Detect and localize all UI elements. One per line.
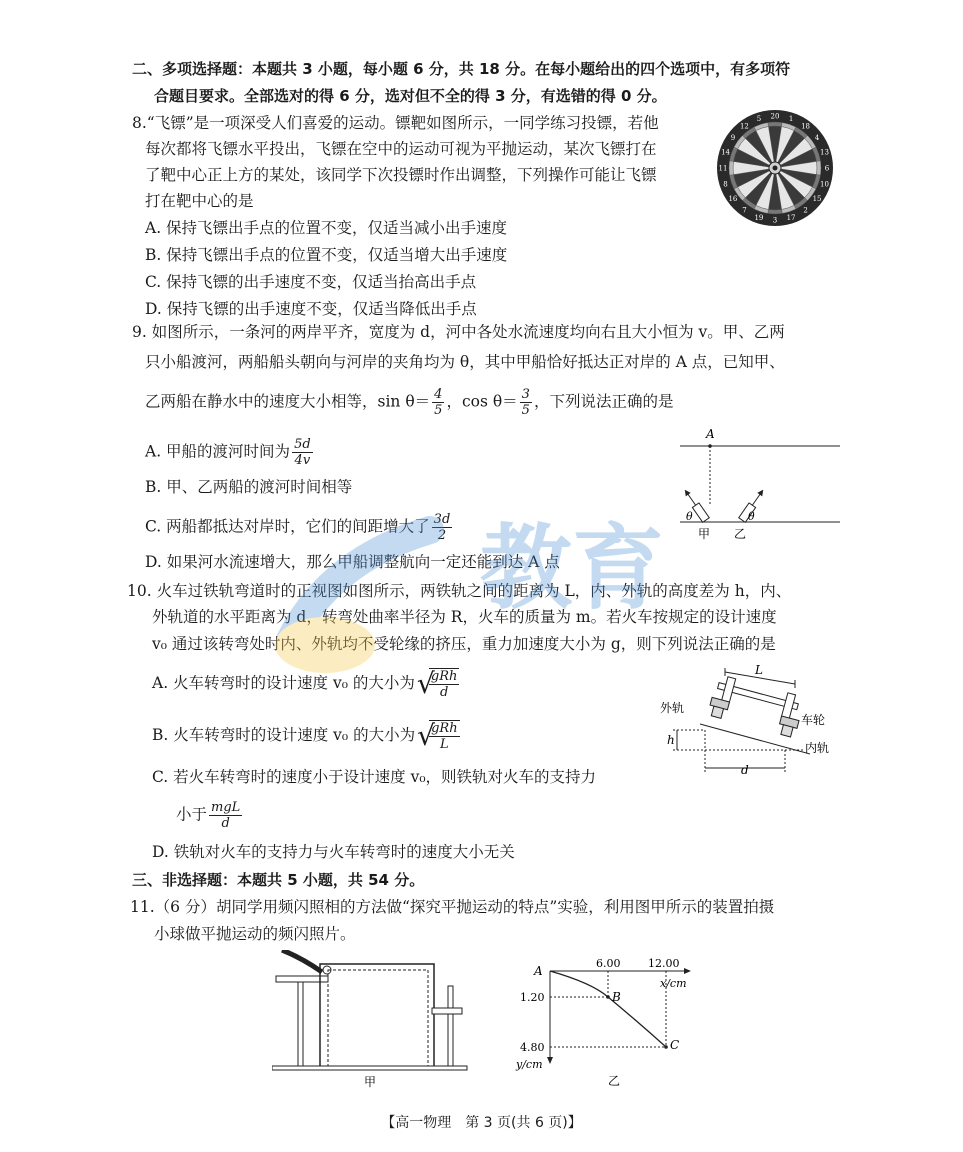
q10-option-d: D. 铁轨对火车的支持力与火车转弯时的速度大小无关: [152, 843, 515, 861]
fig-jia-label: 甲: [364, 1075, 377, 1089]
rail-d-label: d: [741, 763, 749, 777]
q10b-num: gRh: [431, 721, 458, 736]
dartboard-number: 8: [723, 180, 728, 189]
dartboard-double-ring: [768, 122, 782, 127]
graph-y-480: 4.80: [520, 1041, 545, 1054]
river-figure: [680, 424, 850, 544]
dartboard-double-ring: [768, 209, 782, 214]
q9c-den: 2: [437, 528, 447, 543]
cos-den: 5: [521, 403, 530, 418]
q10c-num: mgL: [211, 800, 241, 815]
q9-line3: [145, 387, 673, 418]
q8-option-b: B. 保持飞镖出手点的位置不变，仅适当增大出手速度: [145, 246, 508, 264]
q9-option-a-fraction: [292, 437, 313, 468]
dartboard-number: 1: [788, 115, 794, 124]
section2-heading-line2: 合题目要求。全部选对的得 6 分，选对但不全的得 3 分，有选错的得 0 分。: [154, 87, 667, 105]
q9-option-c-text: C. 两船都抵达对岸时，它们的间距增大了: [145, 517, 430, 536]
q10-option-b-text: B. 火车转弯时的设计速度 v₀ 的大小为: [152, 726, 416, 744]
q10-option-a: [152, 668, 459, 700]
cos-num: 3: [521, 387, 530, 402]
q9-option-a-text: A. 甲船的渡河时间为: [145, 442, 291, 461]
sin-theta-fraction: [432, 387, 444, 418]
q8-option-a: A. 保持飞镖出手点的位置不变，仅适当减小出手速度: [145, 219, 508, 237]
dartboard-number: 7: [742, 206, 747, 215]
q8-option-d: D. 保持飞镖的出手速度不变，仅适当降低出手点: [145, 300, 477, 318]
dartboard-number: 6: [824, 164, 830, 173]
q9-option-c-fraction: [432, 512, 453, 543]
dartboard-number: 17: [786, 213, 796, 222]
boat-yi-label: 乙: [734, 527, 747, 541]
q10a-den: d: [439, 685, 449, 700]
dartboard-number: 15: [812, 195, 822, 204]
sin-den: 5: [434, 403, 443, 418]
q11-line1: 11.（6 分）胡同学用频闪照相的方法做“探究平抛运动的特点”实验，利用图甲所示的装置拍摄: [130, 898, 775, 916]
page-footer: 【高一物理 第 3 页(共 6 页)】: [381, 1115, 582, 1131]
q9-line2: 只小船渡河，两船船头朝向与河岸的夹角均为 θ，其中甲船恰好抵达正对岸的 A 点，已知甲、: [145, 353, 785, 371]
q9-line1: 9. 如图所示，一条河的两岸平齐，宽度为 d，河中各处水流速度均向右且大小恒为 v。甲、乙两: [132, 323, 785, 341]
q8-line4: 打在靶中心的是: [145, 192, 254, 210]
q10-option-b-sqrt: √ $\frac{\text{gRh}}{L}$: [417, 719, 458, 752]
dartboard-number: 11: [718, 164, 728, 173]
q10c-den: d: [221, 816, 230, 831]
rail-L-label: L: [755, 663, 763, 677]
q10-option-a-text: A. 火车转弯时的设计速度 v₀ 的大小为: [152, 674, 415, 692]
apparatus-figure: [272, 950, 472, 1090]
q9c-num: 3d: [433, 512, 451, 527]
dartboard-number: 2: [803, 206, 808, 215]
q10-line1: 10. 火车过铁轨弯道时的正视图如图所示，两铁轨之间的距离为 L，内、外轨的高度差为 h，内、: [127, 582, 792, 600]
q10-option-c-line2: [176, 800, 244, 831]
graph-point-b: B: [612, 990, 621, 1004]
dartboard-number: 18: [801, 122, 811, 131]
q11-line2: 小球做平抛运动的频闪照片。: [154, 925, 356, 943]
watermark-text: 教育: [480, 514, 665, 622]
dartboard-number: 16: [728, 195, 738, 204]
dartboard-number: 9: [730, 133, 736, 142]
dartboard-number: 14: [721, 148, 731, 157]
q8-line1: 8.“飞镖”是一项深受人们喜爱的运动。镖靶如图所示，一同学练习投镖，若他: [132, 114, 659, 132]
q10-option-b: [152, 720, 460, 752]
dartboard-number: 4: [814, 133, 820, 142]
q9-line3-post: ，下列说法正确的是: [533, 392, 674, 411]
q9-line3-mid: ，cos θ＝: [446, 392, 518, 411]
graph-x-6: 6.00: [596, 957, 621, 970]
q9-option-a: [145, 437, 315, 468]
dartboard-double-ring: [816, 161, 821, 175]
q8-line2: 每次都将飞镖水平投出，飞镖在空中的运动可视为平抛运动，某次飞镖打在: [145, 140, 657, 158]
q10-option-c-line1: C. 若火车转弯时的速度小于设计速度 v₀，则铁轨对火车的支持力: [152, 768, 597, 786]
q10b-den: L: [440, 737, 449, 752]
dartboard-number: 20: [770, 112, 780, 121]
section3-heading: 三、非选择题：本题共 5 小题，共 54 分。: [132, 871, 425, 889]
dartboard-number: 3: [772, 216, 778, 225]
dartboard-figure: [715, 108, 835, 228]
dartboard-number: 19: [754, 213, 764, 222]
graph-point-a: A: [534, 964, 543, 978]
q10a-num: gRh: [430, 669, 458, 684]
graph-point-c: C: [670, 1038, 680, 1052]
q9a-num: 5d: [294, 437, 311, 452]
rail-figure: [655, 662, 845, 782]
q9-option-d: D. 如果河水流速增大，那么甲船调整航向一定还能到达 A 点: [145, 553, 560, 571]
graph-y-unit: y/cm: [516, 1058, 543, 1071]
cos-theta-fraction: [520, 387, 532, 418]
section2-heading-line1: 二、多项选择题：本题共 3 小题，每小题 6 分，共 18 分。在每小题给出的四个选项中，有多项符: [132, 60, 791, 78]
sin-num: 4: [434, 387, 443, 402]
dartboard-double-ring: [729, 161, 734, 175]
dartboard-number: 10: [819, 180, 829, 189]
wheel-label: 车轮: [801, 713, 826, 727]
theta1-label: θ: [686, 510, 693, 523]
trajectory-graph: [512, 955, 712, 1090]
q9-line3-pre: 乙两船在静水中的速度大小相等，sin θ＝: [145, 392, 431, 411]
graph-x-12: 12.00: [648, 957, 680, 970]
rail-h-label: h: [667, 733, 675, 747]
q9a-den: 4v: [294, 453, 311, 468]
theta2-label: θ: [748, 510, 755, 523]
q9-option-c: [145, 512, 454, 543]
q8-line3: 了靶中心正上方的某处，该同学下次投镖时作出调整，下列操作可能让飞镖: [145, 166, 657, 184]
point-a-label: A: [706, 427, 715, 441]
q10-option-c-fraction: [209, 800, 242, 831]
q10-line3: v₀ 通过该转弯处时内、外轨均不受轮缘的挤压，重力加速度大小为 g，则下列说法正确的是: [152, 635, 776, 653]
dartboard-number: 13: [819, 148, 829, 157]
q8-option-c: C. 保持飞镖的出手速度不变，仅适当抬高出手点: [145, 273, 477, 291]
fig-yi-label: 乙: [608, 1074, 621, 1088]
boat-jia-label: 甲: [698, 527, 711, 541]
q10-option-a-sqrt: √ $\frac{\text{gRh}}{d}$: [416, 667, 458, 700]
dartboard-number: 5: [756, 115, 762, 124]
graph-x-unit: x/cm: [660, 977, 687, 990]
outer-rail-label: 外轨: [660, 701, 685, 715]
q9-option-b: B. 甲、乙两船的渡河时间相等: [145, 478, 353, 496]
q10-option-c-text: 小于: [176, 805, 208, 824]
graph-y-120: 1.20: [520, 991, 545, 1004]
dartboard-number: 12: [739, 122, 749, 131]
inner-rail-label: 内轨: [805, 741, 830, 755]
q10-line2: 外轨道的水平距离为 d，转弯处曲率半径为 R，火车的质量为 m。若火车按规定的设计速度: [152, 608, 777, 626]
